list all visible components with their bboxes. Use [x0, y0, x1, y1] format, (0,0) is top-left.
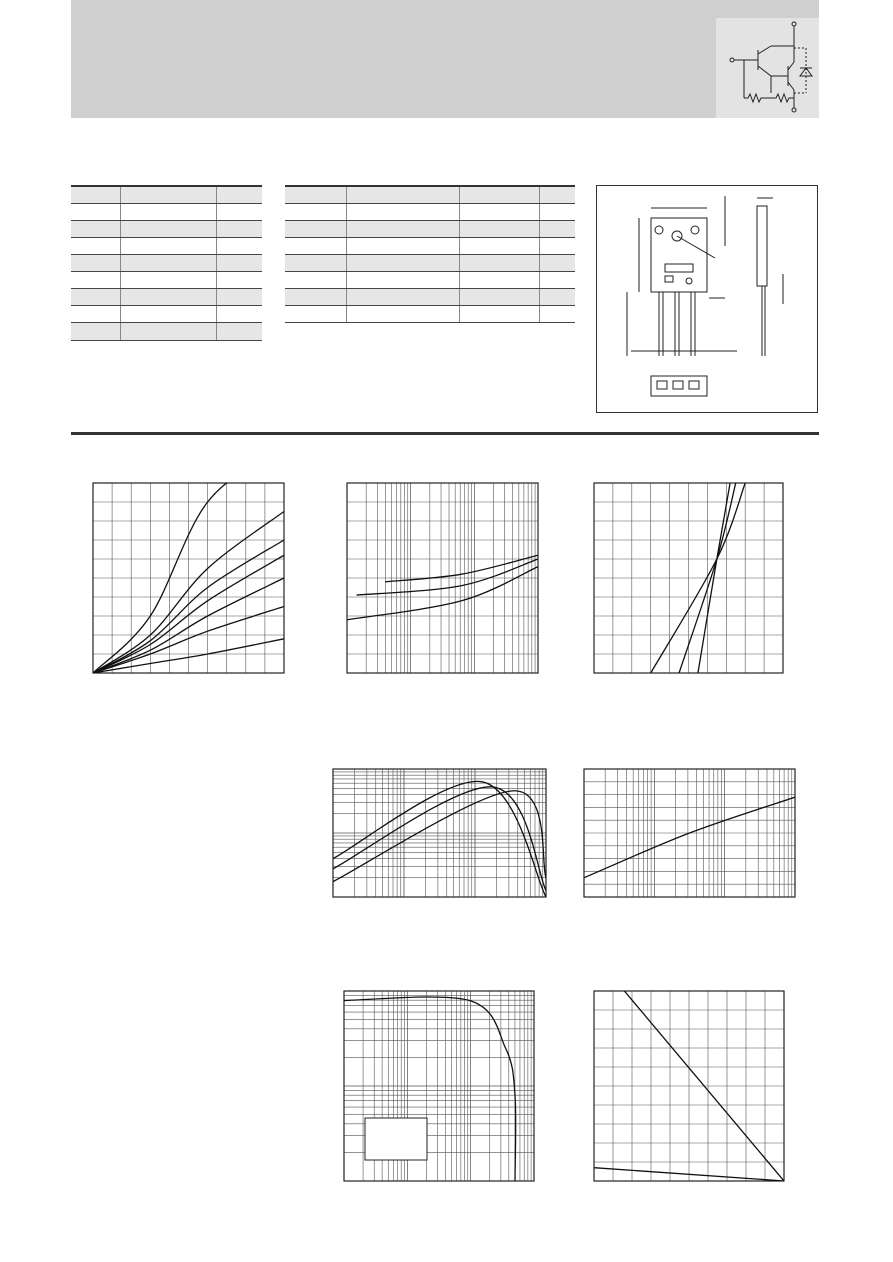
- chart-derating: [593, 990, 785, 1182]
- series-line-2: [357, 559, 538, 595]
- chart-transfer: [583, 768, 796, 898]
- grid: [333, 769, 546, 897]
- header-band: [71, 0, 819, 118]
- soa-inset-box: [365, 1118, 427, 1160]
- ratings-table: [71, 185, 262, 341]
- chart-soa: [343, 990, 535, 1182]
- transistor-symbol: [716, 18, 819, 118]
- chart-vce-sat: [332, 768, 547, 898]
- section-divider: [71, 432, 819, 435]
- grid: [594, 991, 784, 1181]
- package-outline: [596, 185, 818, 413]
- chart-hfe-ic: [346, 482, 539, 674]
- grid: [347, 483, 538, 673]
- chart-ic-vbe: [593, 482, 784, 674]
- series-line-1: [584, 797, 795, 878]
- chart-ic-vce: [92, 482, 285, 674]
- characteristics-table: [285, 185, 575, 323]
